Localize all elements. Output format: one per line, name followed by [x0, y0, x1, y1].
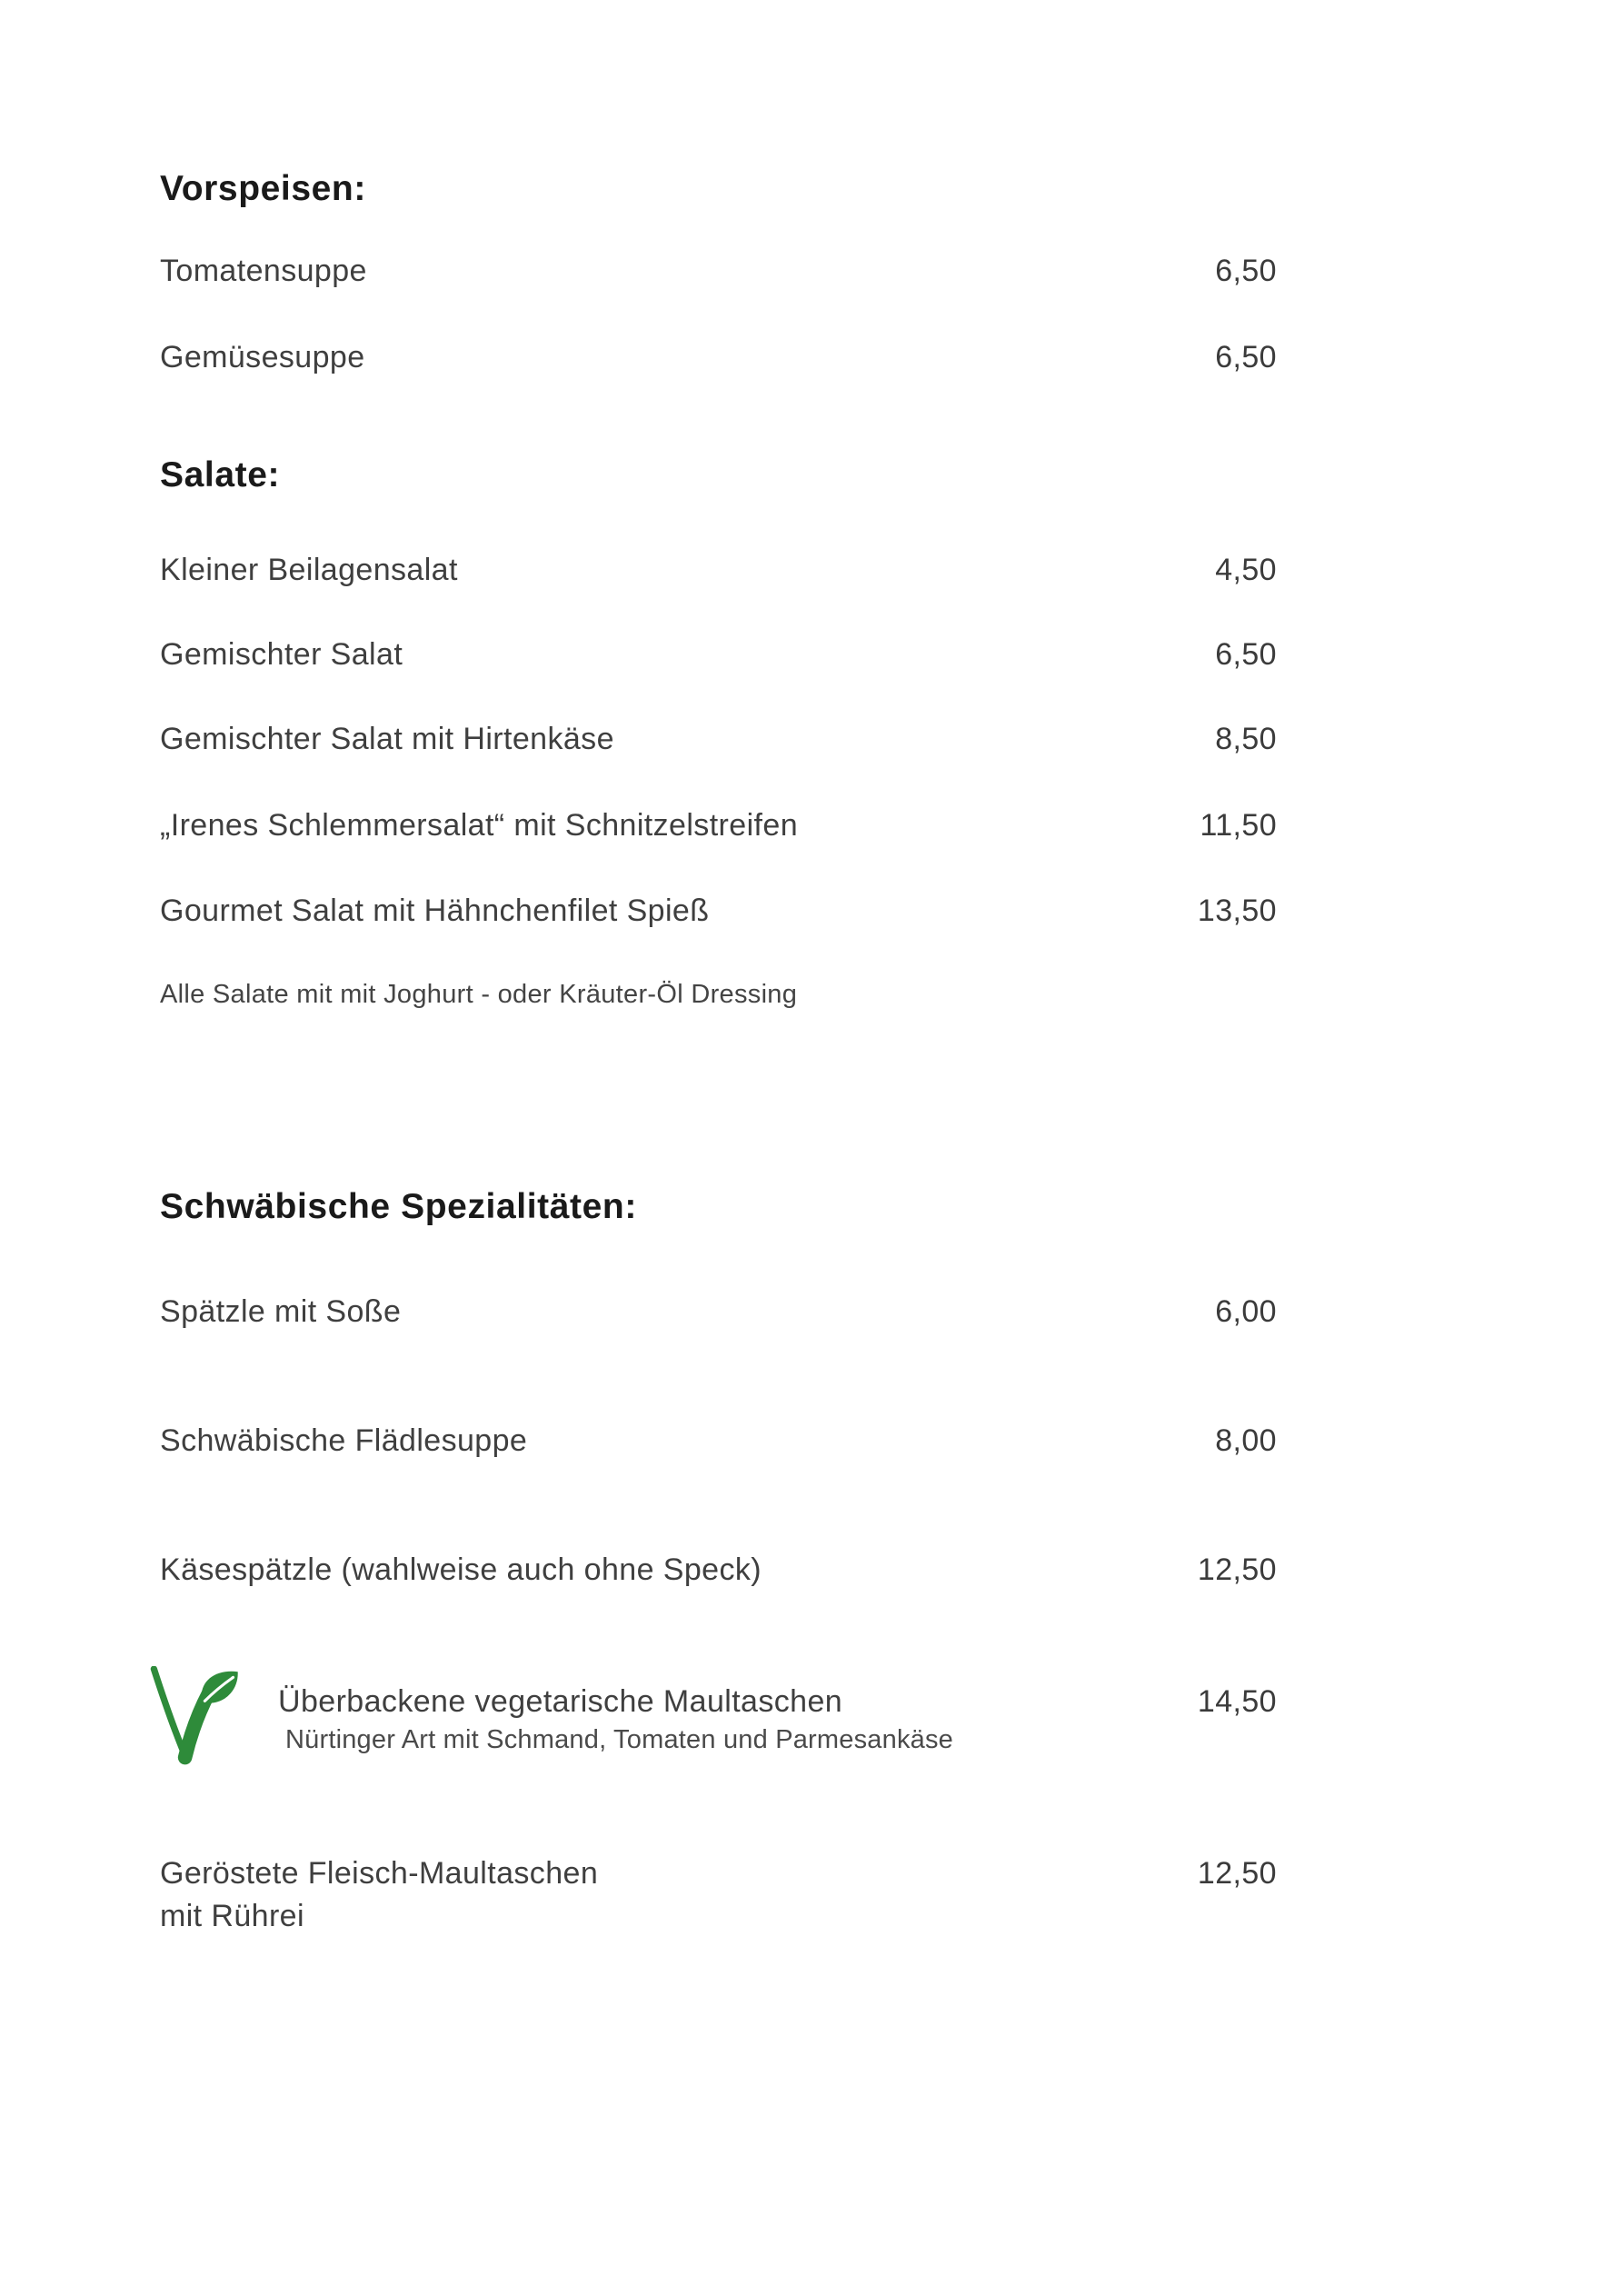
item-name: Schwäbische Flädlesuppe	[160, 1423, 528, 1458]
item-price: 6,50	[1215, 254, 1277, 288]
menu-item-row	[160, 719, 1277, 759]
item-price: 4,50	[1215, 553, 1277, 587]
menu-item-row	[160, 1550, 1277, 1590]
item-name: Gourmet Salat mit Hähnchenfilet Spieß	[160, 893, 710, 928]
menu-item-row	[160, 1852, 1277, 1938]
menu-item-row	[160, 891, 1277, 931]
section-title-salate: Salate:	[160, 455, 281, 494]
item-name: Gemüsesuppe	[160, 340, 365, 374]
item-name-line2: mit Rührei	[160, 1899, 304, 1933]
item-price: 8,50	[1215, 722, 1277, 756]
item-name: Kleiner Beilagensalat	[160, 553, 458, 587]
menu-item-row	[160, 805, 1277, 845]
section-title-schwaebische-spezialitaeten: Schwäbische Spezialitäten:	[160, 1187, 637, 1226]
item-subtitle: Nürtinger Art mit Schmand, Tomaten und Parmesankäse	[285, 1725, 954, 1754]
item-price: 13,50	[1197, 893, 1277, 928]
item-name: Gemischter Salat	[160, 637, 403, 672]
menu-item-row	[160, 1421, 1277, 1461]
item-price: 6,50	[1215, 637, 1277, 672]
item-price: 6,00	[1215, 1294, 1277, 1329]
menu-item-row	[160, 251, 1277, 291]
item-name: Überbackene vegetarische Maultaschen	[278, 1684, 843, 1719]
section-title-vorspeisen: Vorspeisen:	[160, 169, 366, 208]
item-name: „Irenes Schlemmersalat“ mit Schnitzelstreifen	[160, 808, 799, 843]
item-price: 12,50	[1197, 1552, 1277, 1587]
item-price: 14,50	[1197, 1684, 1277, 1719]
menu-item-row-vegetarian	[160, 1682, 1277, 1758]
item-name: Tomatensuppe	[160, 254, 367, 288]
menu-item-row	[160, 1292, 1277, 1332]
item-price: 8,00	[1215, 1423, 1277, 1458]
item-price: 11,50	[1200, 808, 1277, 843]
menu-item-row	[160, 337, 1277, 377]
menu-item-row	[160, 634, 1277, 674]
item-price: 12,50	[1197, 1856, 1277, 1891]
item-name: Geröstete Fleisch-Maultaschen	[160, 1856, 599, 1891]
item-name: Gemischter Salat mit Hirtenkäse	[160, 722, 614, 756]
item-price: 6,50	[1215, 340, 1277, 374]
salad-dressing-note: Alle Salate mit mit Joghurt - oder Kräuter-Öl Dressing	[160, 980, 798, 1009]
item-name: Spätzle mit Soße	[160, 1294, 402, 1329]
menu-item-row	[160, 550, 1277, 590]
item-name: Käsespätzle (wahlweise auch ohne Speck)	[160, 1552, 762, 1587]
